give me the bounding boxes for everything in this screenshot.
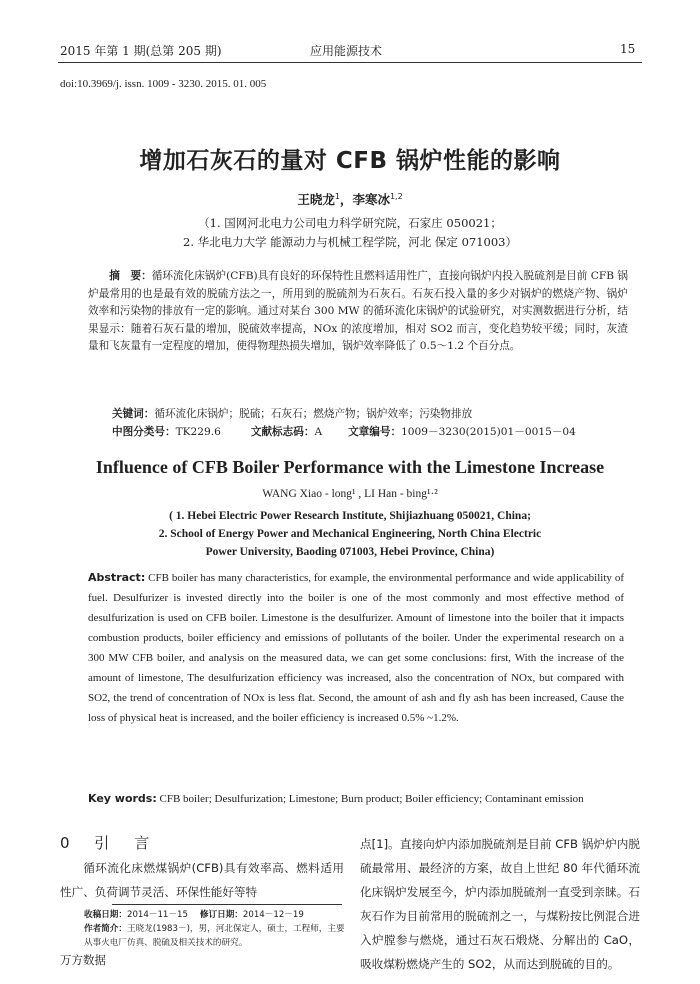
keywords-cn-text: 循环流化床锅炉；脱硫；石灰石；燃烧产物；锅炉效率；污染物排放	[154, 408, 473, 420]
intro-right-paragraph: 点[1]。直接向炉内添加脱硫剂是目前 CFB 锅炉炉内脱硫最常用、最经济的方案，故自上世纪 80 年代循环流化床锅炉发展至今，炉内添加脱硫剂一直受到亲睐。石灰石作为目前常用的脱硫剂之一，与煤粉按比例混合进入炉膛参与燃烧，通过石灰石煅烧、分解出的 CaO，吸收煤粉燃烧产生的 SO2，从而达到脱硫的目的。	[360, 837, 640, 971]
received-label: 收稿日期：	[84, 910, 127, 920]
authors-en: WANG Xiao - long¹ , LI Han - bing¹·²	[262, 488, 438, 500]
author-2: 李寒冰	[352, 192, 390, 207]
footnote-dates	[84, 908, 354, 922]
author-sep: ，	[339, 192, 353, 207]
revised-date: 2014－12－19	[242, 910, 304, 920]
keywords-en-text: CFB boiler; Desulfurization; Limestone; Burn product; Boiler efficiency; Contaminant emission	[156, 793, 584, 805]
received-date: 2014－11－15	[126, 910, 188, 920]
header-issue: 2015 年第 1 期(总第 205 期)	[60, 44, 222, 58]
affiliation-en-1: ( 1. Hebei Electric Power Research Institute, Shijiazhuang 050021, China;	[169, 510, 531, 522]
keywords-cn	[112, 406, 672, 423]
affiliation-en-2: 2. School of Energy Power and Mechanical Engineering, North China Electric	[158, 528, 542, 540]
author-1: 王晓龙	[297, 192, 335, 207]
article-no-label: 文章编号：	[348, 426, 402, 438]
header-journal: 应用能源技术	[310, 44, 383, 58]
abstract-cn-text: 循环流化床锅炉(CFB)具有良好的环保特性且燃料适用性广，直接向锅炉内投入脱硫剂是目前 CFB 锅炉最常用的也是最有效的脱硫方法之一，所用到的脱硫剂为石灰石。石灰石投入量的多少对锅炉的燃烧产物、锅炉效率和污染物的排放有一定的影响。通过对某台 300 MW 的循环流化床锅炉的试验研究，对实测数据进行分析，结果显示：随着石灰石量的增加，脱硫效率提高，NOx 的浓度增加，相对 SO2 而言，变化趋势较平缓；同时，灰渣量和飞灰量有一定程度的增加，使得物理热损失增加，锅炉效率降低了 0.5～1.2 个百分点。	[88, 270, 629, 353]
intro-left-paragraph: 循环流化床燃煤锅炉(CFB)具有效率高、燃料适用性广、负荷调节灵活、环保性能好等特	[60, 861, 344, 899]
revised-label: 修订日期：	[199, 910, 243, 920]
header-rule	[58, 62, 642, 63]
authors-cn	[0, 190, 700, 208]
abstract-cn-label: 摘 要：	[109, 270, 152, 282]
keywords-cn-label: 关键词：	[112, 408, 155, 420]
title-cn: 增加石灰石的量对 CFB 锅炉性能的影响	[139, 148, 561, 174]
doc-code-label: 文献标志码：	[250, 426, 315, 438]
author-1-sup: 1	[334, 191, 340, 201]
clc-value: TK229.6	[175, 426, 221, 438]
author-bio-label: 作者简介：	[84, 924, 127, 934]
doc-code-value: A	[314, 426, 323, 438]
affiliation-en-3: Power University, Baoding 071003, Hebei Province, China)	[205, 546, 495, 558]
doi: doi:10.3969/j. issn. 1009 - 3230. 2015. 01. 005	[60, 78, 267, 90]
keywords-en-label: Key words:	[88, 792, 157, 805]
keywords-en	[88, 790, 624, 808]
footnote-author	[84, 922, 346, 950]
author-bio: 王晓龙(1983－)，男，河北保定人，硕士，工程师，主要从事火电厂仿真、脱硫及相关技术的研究。	[84, 924, 345, 948]
abstract-cn	[88, 268, 628, 356]
abstract-en-label: Abstract:	[88, 571, 146, 584]
classification-line	[112, 424, 672, 441]
header-page-number: 15	[620, 42, 636, 56]
abstract-en-text: CFB boiler has many characteristics, for example, the environmental performance and wide applicability of fuel. Desulfurizer is invested directly into the boiler is one of the most commonly and most effective method of desulfurization is used on CFB boiler. Limestone is the desulfurizer. Amount of limestone into the boiler that it impacts combustion products, boiler efficiency and emissions of pollutants of the boiler. Under the experimental research on a 300 MW CFB boiler, and analysis on the measured data, we can get some conclusions: first, With the increase of the amount of limestone, The desulfurization efficiency was increased, also the concentration of NOx, but compared with SO2, the trend of concentration of NOx is less flat. Second, the amount of ash and fly ash has been increased, Cause the loss of physical heat is increased, and the boiler efficiency is increased 0.5% ~1.2%.	[88, 572, 624, 724]
abstract-en	[88, 568, 624, 728]
author-2-sup: 1,2	[389, 191, 403, 201]
article-no-value: 1009－3230(2015)01－0015－04	[401, 426, 576, 438]
title-en: Influence of CFB Boiler Performance with the Limestone Increase	[95, 457, 605, 477]
section-heading-intro: 0 引 言	[60, 834, 160, 852]
footer-watermark: 万方数据	[60, 953, 106, 967]
affiliation-cn-1: （1. 国网河北电力公司电力科学研究院，石家庄 050021；	[198, 216, 502, 230]
footnote-rule	[112, 904, 342, 905]
affiliation-cn-2: 2. 华北电力大学 能源动力与机械工程学院，河北 保定 071003）	[183, 235, 517, 249]
clc-label: 中图分类号：	[112, 426, 176, 438]
